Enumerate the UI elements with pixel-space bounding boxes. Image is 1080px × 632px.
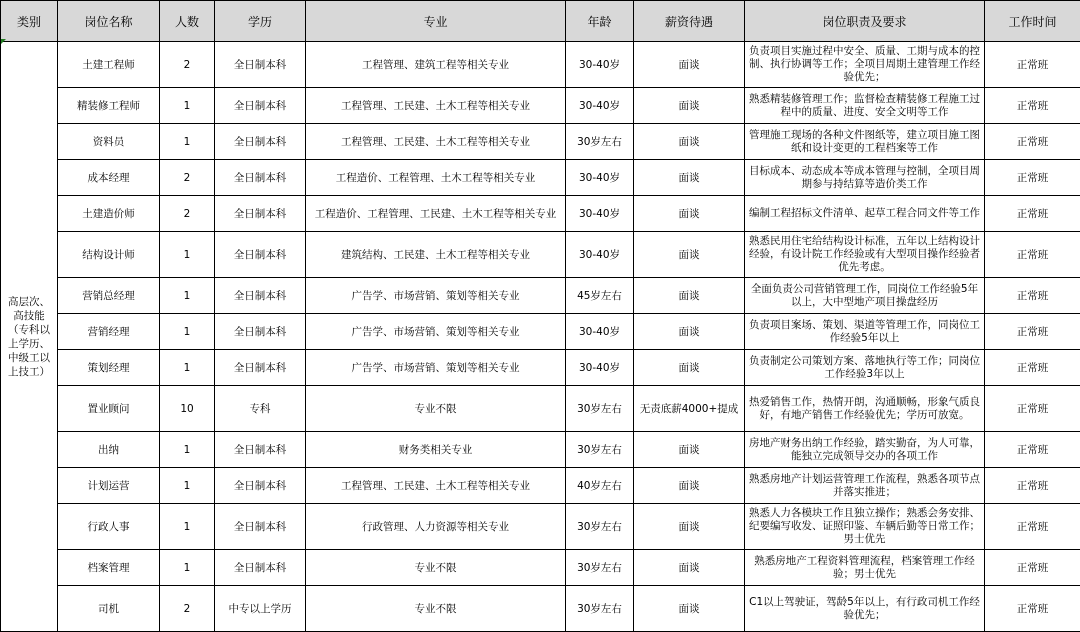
table-row (1, 432, 1080, 468)
cell-title: 营销经理 (58, 314, 160, 350)
cell-count: 1 (160, 468, 215, 504)
header-count: 人数 (160, 1, 215, 42)
cell-count: 1 (160, 232, 215, 278)
cell-salary: 面谈 (634, 278, 745, 314)
cell-category: 高层次、高技能（专科以上学历、中级工以上技工） (1, 42, 58, 632)
cell-hours: 正常班 (985, 42, 1080, 88)
cell-age: 40岁左右 (566, 468, 634, 504)
cell-major: 工程造价、工程管理、工民建、土木工程等相关专业 (306, 196, 566, 232)
table-body (1, 42, 1080, 632)
cell-count: 1 (160, 504, 215, 550)
table-row (1, 160, 1080, 196)
cell-age: 30-40岁 (566, 314, 634, 350)
cell-major: 专业不限 (306, 586, 566, 632)
cell-count: 1 (160, 432, 215, 468)
cell-hours: 正常班 (985, 586, 1080, 632)
cell-education: 全日制本科 (215, 350, 306, 386)
table-row (1, 42, 1080, 88)
cell-major: 财务类相关专业 (306, 432, 566, 468)
cell-title: 行政人事 (58, 504, 160, 550)
header-age: 年龄 (566, 1, 634, 42)
cell-hours: 正常班 (985, 278, 1080, 314)
cell-duty: 熟悉人力各模块工作且独立操作；熟悉会务安排、纪要编写收发、证照印鉴、车辆后勤等日常工作；男士优先 (745, 504, 985, 550)
cell-count: 10 (160, 386, 215, 432)
cell-education: 全日制本科 (215, 550, 306, 586)
cell-duty: 负责制定公司策划方案、落地执行等工作；同岗位工作经验3年以上 (745, 350, 985, 386)
cell-duty: 房地产财务出纳工作经验，踏实勤奋，为人可靠，能独立完成领导交办的各项工作 (745, 432, 985, 468)
cell-age: 30-40岁 (566, 160, 634, 196)
cell-title: 土建造价师 (58, 196, 160, 232)
cell-major: 广告学、市场营销、策划等相关专业 (306, 314, 566, 350)
cell-salary: 面谈 (634, 124, 745, 160)
header-salary: 薪资待遇 (634, 1, 745, 42)
cell-hours: 正常班 (985, 160, 1080, 196)
cell-education: 全日制本科 (215, 42, 306, 88)
cell-salary: 面谈 (634, 160, 745, 196)
cell-major: 行政管理、人力资源等相关专业 (306, 504, 566, 550)
cell-education: 中专以上学历 (215, 586, 306, 632)
cell-hours: 正常班 (985, 350, 1080, 386)
cell-age: 30-40岁 (566, 196, 634, 232)
table-row (1, 88, 1080, 124)
cell-hours: 正常班 (985, 124, 1080, 160)
cell-hours: 正常班 (985, 468, 1080, 504)
table-row (1, 278, 1080, 314)
cell-age: 30-40岁 (566, 88, 634, 124)
cell-salary: 面谈 (634, 432, 745, 468)
cell-major: 工程管理、工民建、土木工程等相关专业 (306, 88, 566, 124)
cell-duty: 编制工程招标文件清单、起草工程合同文件等工作 (745, 196, 985, 232)
cell-age: 30岁左右 (566, 124, 634, 160)
table-row (1, 196, 1080, 232)
cell-salary: 面谈 (634, 504, 745, 550)
cell-education: 全日制本科 (215, 504, 306, 550)
cell-major: 工程管理、工民建、土木工程等相关专业 (306, 124, 566, 160)
cell-age: 30岁左右 (566, 550, 634, 586)
cell-major: 广告学、市场营销、策划等相关专业 (306, 350, 566, 386)
cell-count: 1 (160, 88, 215, 124)
cell-title: 成本经理 (58, 160, 160, 196)
cell-duty: 负责项目案场、策划、渠道等管理工作，同岗位工作经验5年以上 (745, 314, 985, 350)
cell-count: 2 (160, 160, 215, 196)
table-row (1, 468, 1080, 504)
table-row (1, 550, 1080, 586)
cell-hours: 正常班 (985, 386, 1080, 432)
cell-count: 1 (160, 550, 215, 586)
cell-duty: 熟悉房地产计划运营管理工作流程，熟悉各项节点并落实推进； (745, 468, 985, 504)
cell-age: 45岁左右 (566, 278, 634, 314)
cell-education: 全日制本科 (215, 314, 306, 350)
header-education: 学历 (215, 1, 306, 42)
cell-education: 专科 (215, 386, 306, 432)
table-row (1, 314, 1080, 350)
table-header-row (1, 1, 1080, 42)
header-duty: 岗位职责及要求 (745, 1, 985, 42)
cell-salary: 面谈 (634, 586, 745, 632)
header-title: 岗位名称 (58, 1, 160, 42)
cell-title: 策划经理 (58, 350, 160, 386)
cell-title: 土建工程师 (58, 42, 160, 88)
cell-age: 30岁左右 (566, 504, 634, 550)
cell-education: 全日制本科 (215, 160, 306, 196)
table-row (1, 232, 1080, 278)
cell-count: 2 (160, 196, 215, 232)
cell-title: 精装修工程师 (58, 88, 160, 124)
table-row (1, 504, 1080, 550)
cell-major: 专业不限 (306, 550, 566, 586)
cell-count: 1 (160, 350, 215, 386)
cell-salary: 面谈 (634, 550, 745, 586)
header-major: 专业 (306, 1, 566, 42)
cell-count: 1 (160, 124, 215, 160)
cell-duty: 热爱销售工作，热情开朗，沟通顺畅，形象气质良好，有地产销售工作经验优先；学历可放宽。 (745, 386, 985, 432)
cell-major: 建筑结构、工民建、土木工程等相关专业 (306, 232, 566, 278)
cell-salary: 面谈 (634, 468, 745, 504)
cell-title: 置业顾问 (58, 386, 160, 432)
cell-education: 全日制本科 (215, 196, 306, 232)
cell-education: 全日制本科 (215, 232, 306, 278)
cell-hours: 正常班 (985, 88, 1080, 124)
cell-major: 专业不限 (306, 386, 566, 432)
cell-education: 全日制本科 (215, 468, 306, 504)
cell-education: 全日制本科 (215, 432, 306, 468)
header-category: 类别 (1, 1, 58, 42)
cell-duty: C1以上驾驶证，驾龄5年以上，有行政司机工作经验优先； (745, 586, 985, 632)
cell-salary: 面谈 (634, 196, 745, 232)
cell-major: 工程造价、工程管理、土木工程等相关专业 (306, 160, 566, 196)
cell-title: 档案管理 (58, 550, 160, 586)
header-hours: 工作时间 (985, 1, 1080, 42)
cell-salary: 无责底薪4000+提成 (634, 386, 745, 432)
table-row (1, 124, 1080, 160)
cell-salary: 面谈 (634, 42, 745, 88)
cell-title: 出纳 (58, 432, 160, 468)
cell-count: 2 (160, 586, 215, 632)
table-row (1, 350, 1080, 386)
cell-title: 资料员 (58, 124, 160, 160)
cell-age: 30岁左右 (566, 432, 634, 468)
cell-duty: 熟悉精装修管理工作；监督检查精装修工程施工过程中的质量、进度、安全文明等工作 (745, 88, 985, 124)
cell-major: 工程管理、工民建、土木工程等相关专业 (306, 468, 566, 504)
cell-age: 30-40岁 (566, 232, 634, 278)
cell-hours: 正常班 (985, 504, 1080, 550)
cell-title: 司机 (58, 586, 160, 632)
cell-education: 全日制本科 (215, 88, 306, 124)
cell-hours: 正常班 (985, 196, 1080, 232)
cell-education: 全日制本科 (215, 124, 306, 160)
cell-count: 1 (160, 278, 215, 314)
cell-hours: 正常班 (985, 550, 1080, 586)
cell-duty: 管理施工现场的各种文件图纸等，建立项目施工图纸和设计变更的工程档案等工作 (745, 124, 985, 160)
cell-salary: 面谈 (634, 350, 745, 386)
cell-title: 结构设计师 (58, 232, 160, 278)
cell-hours: 正常班 (985, 432, 1080, 468)
cell-count: 1 (160, 314, 215, 350)
cell-duty: 负责项目实施过程中安全、质量、工期与成本的控制、执行协调等工作；全项目周期土建管理工作经验优先； (745, 42, 985, 88)
cell-age: 30-40岁 (566, 42, 634, 88)
cell-salary: 面谈 (634, 88, 745, 124)
cell-age: 30岁左右 (566, 386, 634, 432)
cell-duty: 熟悉民用住宅给结构设计标准，五年以上结构设计经验，有设计院工作经验或有大型项目操作经验者优先考虑。 (745, 232, 985, 278)
cell-duty: 全面负责公司营销管理工作，同岗位工作经验5年以上，大中型地产项目操盘经历 (745, 278, 985, 314)
cell-age: 30岁左右 (566, 586, 634, 632)
table-row (1, 386, 1080, 432)
cell-age: 30-40岁 (566, 350, 634, 386)
cell-hours: 正常班 (985, 232, 1080, 278)
cell-salary: 面谈 (634, 232, 745, 278)
cell-hours: 正常班 (985, 314, 1080, 350)
cell-major: 工程管理、建筑工程等相关专业 (306, 42, 566, 88)
cell-corner-marker (1, 39, 6, 44)
cell-count: 2 (160, 42, 215, 88)
cell-title: 营销总经理 (58, 278, 160, 314)
cell-duty: 目标成本、动态成本等成本管理与控制，全项目周期参与持结算等造价类工作 (745, 160, 985, 196)
cell-duty: 熟悉房地产工程资料管理流程，档案管理工作经验；男士优先 (745, 550, 985, 586)
cell-salary: 面谈 (634, 314, 745, 350)
cell-title: 计划运营 (58, 468, 160, 504)
cell-major: 广告学、市场营销、策划等相关专业 (306, 278, 566, 314)
cell-education: 全日制本科 (215, 278, 306, 314)
